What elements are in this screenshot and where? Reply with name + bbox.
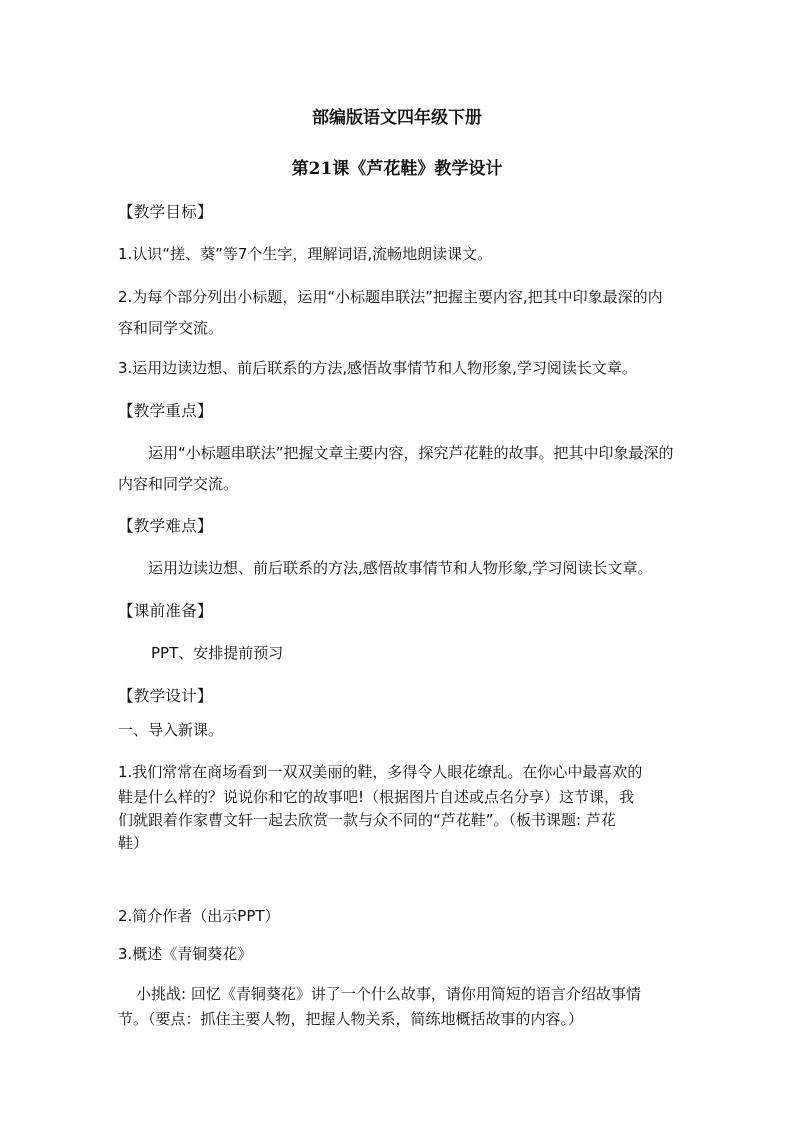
step-1-text-line-2: 鞋是什么样的？说说你和它的故事吧!（根据图片自述或点名分享）这节课，我 [118,788,635,806]
step-1-text-line-1: 1.我们常常在商场看到一双双美丽的鞋，多得令人眼花缭乱。在你心中最喜欢的 [118,763,643,781]
objective-1: 1.认识“搓、葵”等7个生字，理解词语,流畅地朗读课文。 [118,245,493,263]
preparation-text: PPT、安排提前预习 [151,644,284,662]
difficulty-text: 运用边读边想、前后联系的方法,感悟故事情节和人物形象,学习阅读长文章。 [148,559,653,577]
preparation-heading: 【课前准备】 [118,602,213,620]
challenge-line-2: 节。（要点：抓住主要人物，把握人物关系，简练地概括故事的内容。） [118,1010,584,1028]
step-3: 3.概述《青铜葵花》 [118,945,253,963]
difficulties-heading: 【教学难点】 [118,517,213,535]
keypoints-heading: 【教学重点】 [118,402,213,420]
keypoint-line-1: 运用“小标题串联法”把握文章主要内容，探究芦花鞋的故事。把其中印象最深的 [148,444,674,462]
step-1-text-line-4: 鞋） [118,834,149,852]
step-2: 2.简介作者（出示PPT） [118,907,280,925]
step-1-text-line-3: 们就跟着作家曹文轩一起去欣赏一款与众不同的“芦花鞋”。（板书课题: 芦花 [118,811,616,829]
design-heading: 【教学设计】 [118,687,213,705]
keypoint-line-2: 内容和同学交流。 [118,475,239,493]
objectives-heading: 【教学目标】 [118,203,213,221]
challenge-line-1: 小挑战: 回忆《青铜葵花》讲了一个什么故事，请你用简短的语言介绍故事情 [136,985,641,1003]
lesson-title: 第21课《芦花鞋》教学设计 [291,159,503,179]
objective-2-line-1: 2.为每个部分列出小标题，运用“小标题串联法”把握主要内容,把其中印象最深的内 [118,288,663,306]
step-1-heading: 一、导入新课。 [118,721,224,739]
objective-2-line-2: 容和同学交流。 [118,319,224,337]
document-title: 部编版语文四年级下册 [312,108,482,128]
objective-3: 3.运用边读边想、前后联系的方法,感悟故事情节和人物形象,学习阅读长文章。 [118,359,637,377]
